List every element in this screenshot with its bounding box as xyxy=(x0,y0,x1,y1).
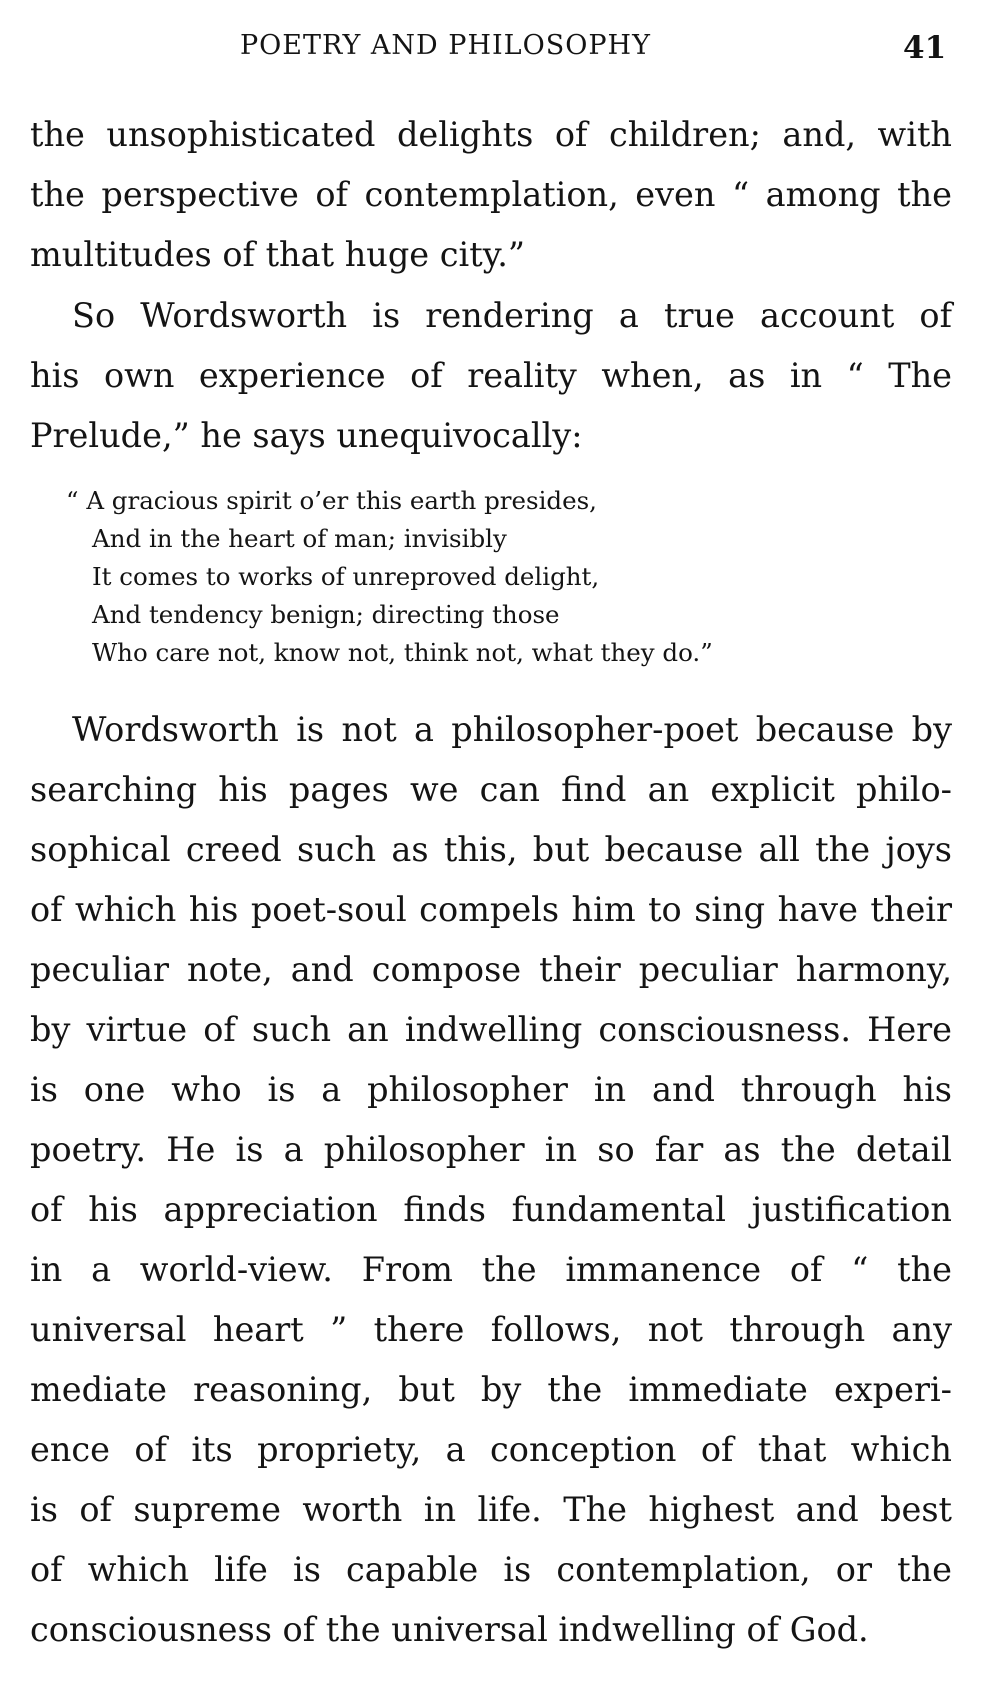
text-line: the perspective of contemplation, even “ among the xyxy=(30,175,952,214)
text-line: multitudes of that huge city.” xyxy=(30,235,525,274)
text-line: Prelude,” he says unequivocally: xyxy=(30,416,583,455)
text-line: searching his pages we can find an explicit philo- xyxy=(30,770,952,809)
text-line: consciousness of the universal indwelling of God. xyxy=(30,1610,869,1649)
text-line: is one who is a philosopher in and through his xyxy=(30,1070,952,1109)
quote-line: And tendency benign; directing those xyxy=(92,600,560,629)
running-head: POETRY AND PHILOSOPHY xyxy=(240,30,651,61)
text-line: by virtue of such an indwelling consciousness. Here xyxy=(30,1010,952,1049)
text-line: poetry. He is a philosopher in so far as the detail xyxy=(30,1130,952,1169)
quote-line: It comes to works of unreproved delight, xyxy=(92,562,600,591)
text-line: mediate reasoning, but by the immediate experi- xyxy=(30,1370,952,1409)
text-line: his own experience of reality when, as in “ The xyxy=(30,356,952,395)
text-line: peculiar note, and compose their peculiar harmony, xyxy=(30,950,952,989)
quote-line: And in the heart of man; invisibly xyxy=(92,524,507,553)
text-line: ence of its propriety, a conception of that which xyxy=(30,1430,952,1469)
quote-line: Who care not, know not, think not, what they do.” xyxy=(92,638,713,667)
text-line: Wordsworth is not a philosopher-poet because by xyxy=(72,710,952,749)
text-line: is of supreme worth in life. The highest and best xyxy=(30,1490,952,1529)
block-quote-prelude xyxy=(66,482,886,672)
text-line: in a world-view. From the immanence of “ the xyxy=(30,1250,952,1289)
text-line: of his appreciation finds fundamental justification xyxy=(30,1190,952,1229)
text-line: So Wordsworth is rendering a true account of xyxy=(72,296,952,335)
page-number: 41 xyxy=(903,30,947,66)
text-line: universal heart ” there follows, not through any xyxy=(30,1310,952,1349)
text-line: the unsophisticated delights of children; and, with xyxy=(30,115,952,154)
text-line: of which life is capable is contemplation, or the xyxy=(30,1550,952,1589)
paragraph-philosopher-poet xyxy=(30,700,952,1660)
quote-line: “ A gracious spirit o’er this earth presides, xyxy=(66,486,597,515)
text-line: sophical creed such as this, but because all the joys xyxy=(30,830,952,869)
paragraph-continuation xyxy=(30,105,952,285)
text-line: of which his poet-soul compels him to sing have their xyxy=(30,890,952,929)
paragraph-wordsworth-account xyxy=(30,286,952,466)
